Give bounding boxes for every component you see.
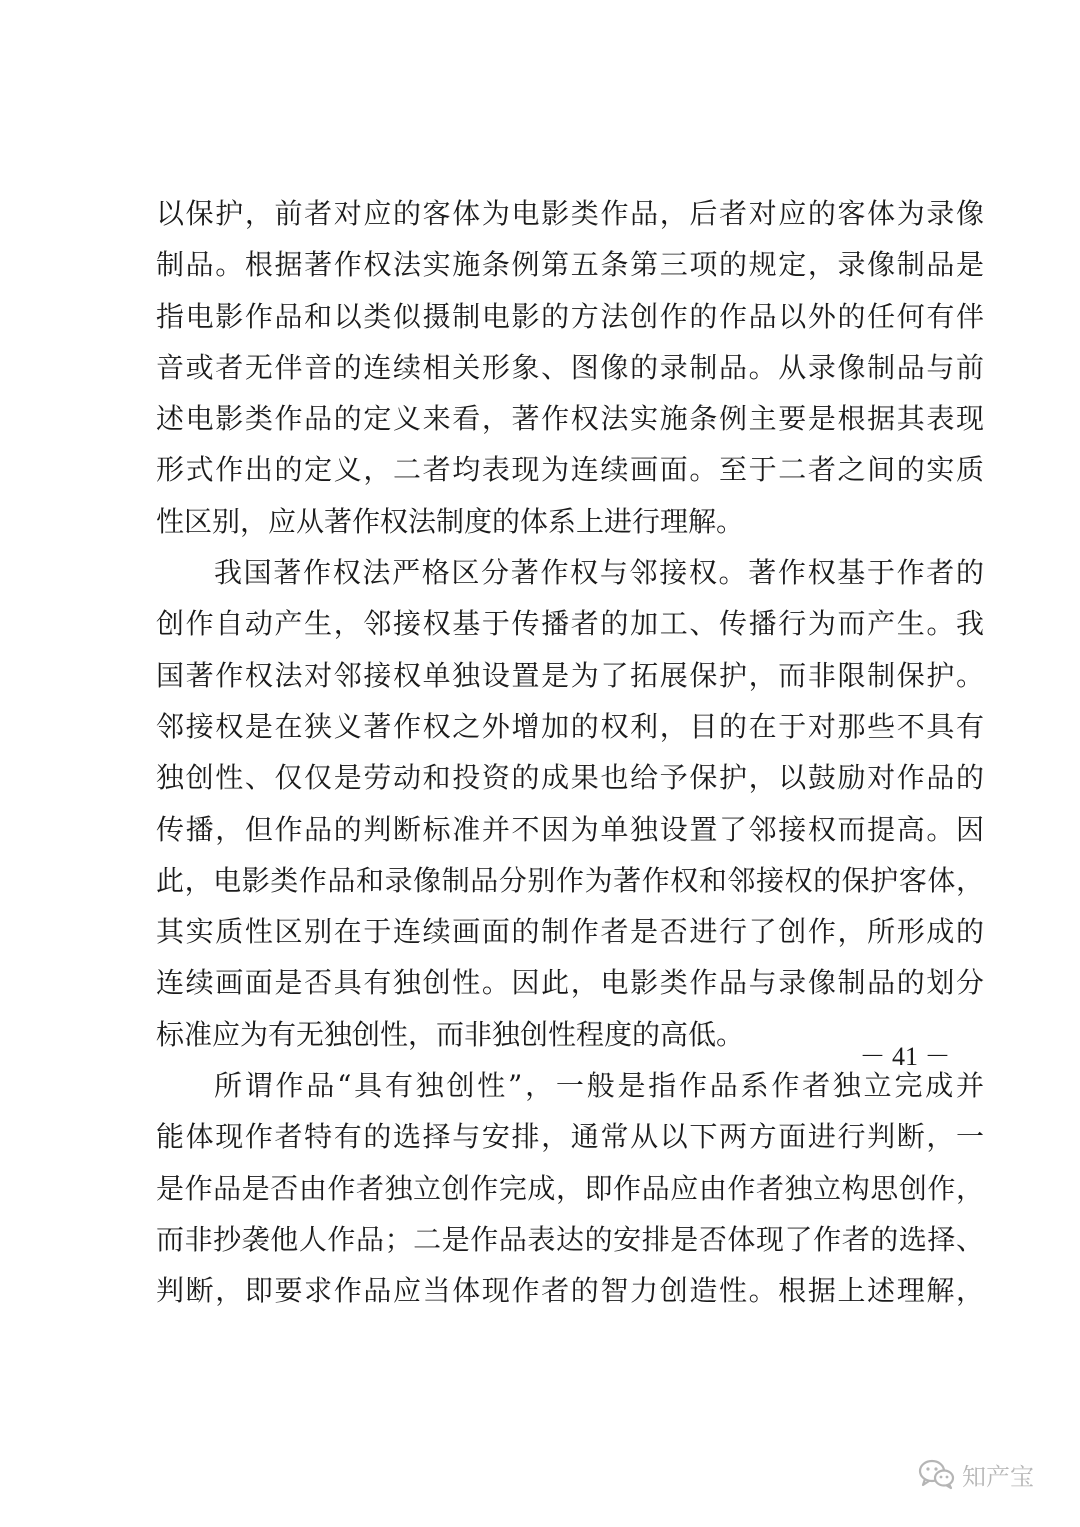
text-line: 述电影类作品的定义来看，著作权法实施条例主要是根据其表现 [156, 402, 984, 436]
text-line: 性区别，应从著作权法制度的体系上进行理解。 [156, 504, 745, 538]
text-line: 是作品是否由作者独立创作完成，即作品应由作者独立构思创作， [156, 1171, 984, 1205]
text-line: 而非抄袭他人作品；二是作品表达的安排是否体现了作者的选择、 [156, 1222, 984, 1256]
paragraph-start-line: 所谓作品“具有独创性”，一般是指作品系作者独立完成并 [214, 1069, 984, 1103]
text-line: 形式作出的定义，二者均表现为连续画面。至于二者之间的实质 [156, 453, 984, 487]
text-line: 判断，即要求作品应当体现作者的智力创造性。根据上述理解， [156, 1274, 984, 1308]
paragraph-start-line: 我国著作权法严格区分著作权与邻接权。著作权基于作者的 [214, 556, 984, 590]
text-line: 以保护，前者对应的客体为电影类作品，后者对应的客体为录像 [156, 197, 984, 230]
wechat-icon [918, 1458, 956, 1490]
text-line: 连续画面是否具有独创性。因此，电影类作品与录像制品的划分 [156, 966, 984, 1000]
text-line: 独创性、仅仅是劳动和投资的成果也给予保护，以鼓励对作品的 [156, 761, 984, 795]
text-line: 能体现作者特有的选择与安排，通常从以下两方面进行判断，一 [156, 1120, 984, 1154]
text-line: 此，电影类作品和录像制品分别作为著作权和邻接权的保护客体， [156, 863, 984, 897]
watermark-text: 知产宝 [962, 1462, 1034, 1491]
text-line: 制品。根据著作权法实施条例第五条第三项的规定，录像制品是 [156, 248, 984, 282]
text-line: 邻接权是在狭义著作权之外增加的权利，目的在于对那些不具有 [156, 709, 984, 743]
text-line: 指电影作品和以类似摄制电影的方法创作的作品以外的任何有伴 [156, 299, 984, 333]
body-text [156, 188, 984, 1317]
page-number: － 41 － [859, 1042, 951, 1071]
text-line: 标准应为有无独创性，而非独创性程度的高低。 [156, 1017, 745, 1051]
text-line: 其实质性区别在于连续画面的制作者是否进行了创作，所形成的 [156, 915, 984, 949]
text-line: 传播，但作品的判断标准并不因为单独设置了邻接权而提高。因 [156, 812, 984, 846]
watermark [918, 1454, 1034, 1494]
text-line: 音或者无伴音的连续相关形象、图像的录制品。从录像制品与前 [156, 350, 984, 384]
text-line: 国著作权法对邻接权单独设置是为了拓展保护，而非限制保护。 [156, 658, 984, 692]
text-line: 创作自动产生，邻接权基于传播者的加工、传播行为而产生。我 [156, 607, 984, 641]
